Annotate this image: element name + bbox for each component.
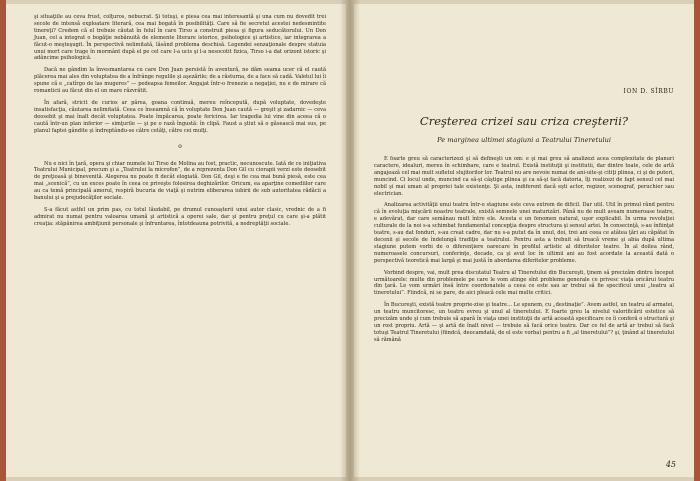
article-author: ION D. SÎRBU <box>623 88 674 95</box>
left-paragraph: Dacă ne gândim la învesmantarea cu care Don Juan persistă în aventură, ne dăm seama ucer că el caută plăcerea mai ales din voluptatea de a înfrânge regulile şi aşezările; de a răsturna, de a face să cadă. Valetul lui îi spune că e „catîrgo de las mugeres” — pedeapsa femeilor. Angajat într-o frenezie a negaţiei, nu e de mirare că romanticii au făcut din el un mare răzvrătit. <box>34 67 326 95</box>
right-paragraph: E foarte greu să caracterizezi şi să defineşti un om: e şi mai greu să analizezi acea complexitate de planuri caractere, idealuri, mereu în schimbare, care e teatrul. Există instituţii şi institutii, dar dintre toate, cele de artă angajează cel mai mult sufletul slujitorilor lor. Teatrul nu are nevoie numai de ani-uite-şi citiţi plinea, ci şi de puteri, muncind. Ci locul unde, muncind ca să-şi câştige plinea şi ca să-şi facă datoria, îţi realizezi de fapt sensul cel mai nobil şi mai uman al propriei tale existenţe. Şi asta, indiferent dacă eşti actor, regizor, scenograf, peruchier sau electrician. <box>374 156 674 197</box>
article-subtitle: Pe marginea ultimei stagiuni a Teatrului Tineretului <box>437 136 611 144</box>
left-paragraph: În afară, stricit de curios ar părea, goana continuă, mereu reîncepută, după voluptate, dovedeşte insatisfacţia, căutarea nelimitată. Ceea ce înseamnă că în voluptate Don Juan caută — greşit şi zadarnic — ceva deosebit şi mai înalt decât voluptatea. Poate împăcarea, poate fericirea. Iar tragedia lui vine din aceea că o caută într-un plan inferior — simţurile — şi pe o rază îngustă: în clipă. Faust a ştiut să o găsească mai sus, pe planul faptei gândite şi îndreptându-se către cetăţi, către cei mulţi. <box>34 99 326 134</box>
right-page-column <box>374 156 674 349</box>
article-title: Creşterea crizei sau criza creşterii? <box>419 114 629 128</box>
left-paragraph: şi situaţiile au ceva frust, colţuros, nebucrat. Şi totuşi, e piesa cea mai interesantă şi una cum nu dovedit trei secole de intensă exploatare literară, cea mai bogată în posibilităţi. Care să fie secretul acestei nedesmintite tinereţi? Credem că el trebuie căutat în felul în care Tirso a construit piesa şi figura seducătorului. Un Don Juan, cel a integrat o bogăţie nebănuită de elemente literare istorice, psihologice şi artistice, iar integrarea a făcut-o meşteşugit. În perspectivă nelimitată, lăsând problema deschisă. Legendei senzaţionale despre statuia unui mort care trage în mormânt după el pe cel care l-a ucis şi l-a nesocotit fizica, Tirso i-a dat orizont istoric şi adâncime psihologică. <box>34 14 326 62</box>
book-cover-edge-right <box>694 0 700 481</box>
book-spine <box>340 0 360 481</box>
page-number: 45 <box>665 460 676 469</box>
section-separator: o <box>178 142 182 150</box>
right-paragraph: Analizarea activităţii unui teatru într-o stagiune este ceva extrem de dificil. Dar util. Util în primul rând pentru că în evoluţia mişcării noastre teatrale, există semnele unei maturizări. Până nu de mult aveam numeroase teatre, e adevărat, dar care semănau mult între ele. Acesta e un fenomen natural, uşor explicabil. În urma revoluţiei culturale de la noi s-a schimbat fundamental concepţia despre structura şi sensul artei. În consecinţă, s-au înfiinţat teatre, s-au dat fonduri, s-au creat cadre, dar nu s-a putut da în unul, doi, trei ani ceea ce atâtea ţări au căpătat în decenii şi secole de îndelungă tradiţie a teatrului. Pentru asta a trebuit să treacă vreme şi abia după ultima stagiune putem vorbi de o diferenţiere oarecare în profilul artistic al diferitelor teatre. În al doilea rând, numeroasele concursuri, conferinţe, decade, ca şi avut loc în ultimii ani au fost acordate la această dată o perspectivă teoretică mai largă şi mai justă în abordarea diferitelor probleme. <box>374 202 674 264</box>
right-paragraph: În Bucureşti, există teatre proprie-zise şi teatre... Le spunem, cu „destinaţie”. Avem astfel, un teatru al armatei, un teatru muncitoresc, un teatru evreu şi unul al tineretului. E foarte greu la nivelul valorificării estetice să precizăm unde şi cum trebuie să apară în viaţa unei instituţii de artă această specificare ce îi conferă o structură şi un rost propriu. Artă — şi artă de înalt nivel — trebuie să facă orice teatru. Dar ce fel de artă ar trebui să facă totuşi Teatrul Tineretului (fiindcă, deocamdată, de el este vorba) pentru a fi „al tineretului”? şi, ţinând al tineretului să rămână <box>374 302 674 343</box>
right-paragraph: Vorbind despre, vai, mult prea discutatul Teatru al Tineretului din Bucureşti, ţinem să precizăm dintru început următoarele: multe din problemele pe care le vom atinge sînt probleme generale ce privesc viaţa oricărui teatru din ţară. Le vom urmări însă între coordonatele a ceea ce este sau ar trebui să fie specificul unui „teatru al tineretului”. Fiindcă, ni se pare, de aici pleacă cele mai multe critici. <box>374 269 674 297</box>
left-paragraph: S-a făcut astfel un prim pas, cu totul lăudabil, pe drumul cunoaşterii unui autor clasic, vrednic de a fi admirat nu numai pentru valoarea umană şi artistică a operei sale, dar şi pentru preţul cu care şi-a plătit creaţia: stăpânirea ambiţiunii personale şi înfruntarea, întotdeauna potrivită, a nedreptăţii sociale. <box>34 206 326 227</box>
right-page <box>354 4 694 477</box>
left-paragraph: Nu e nici în ţară, opera şi chiar numele lui Tirso de Molina au fost, practic, necunoscute. Iată de ce iniţiativa Teatrului Municipal, precum şi a „Teatrului la microfon”, de a reprezenta Don Gil cu ciorapii verzi este deosebit de preţioasă şi binevenită. Alegerea nu poate fi decât elogiată. Don Gil, deşi e fie cea mai bună piesă, este cea mai „scenică”, cu un exces poate în ceea ce priveşte folosirea deghizărilor. Oricum, ea aparţine comediilor care au ca temă principală amorul, respiră bucuria de viaţă şi nutrim eliberarea iubirii de sub autoritatea rădăcii a banului şi a prejudecăţilor sociale. <box>34 160 326 202</box>
left-page-column <box>34 14 326 233</box>
left-page <box>6 4 346 477</box>
